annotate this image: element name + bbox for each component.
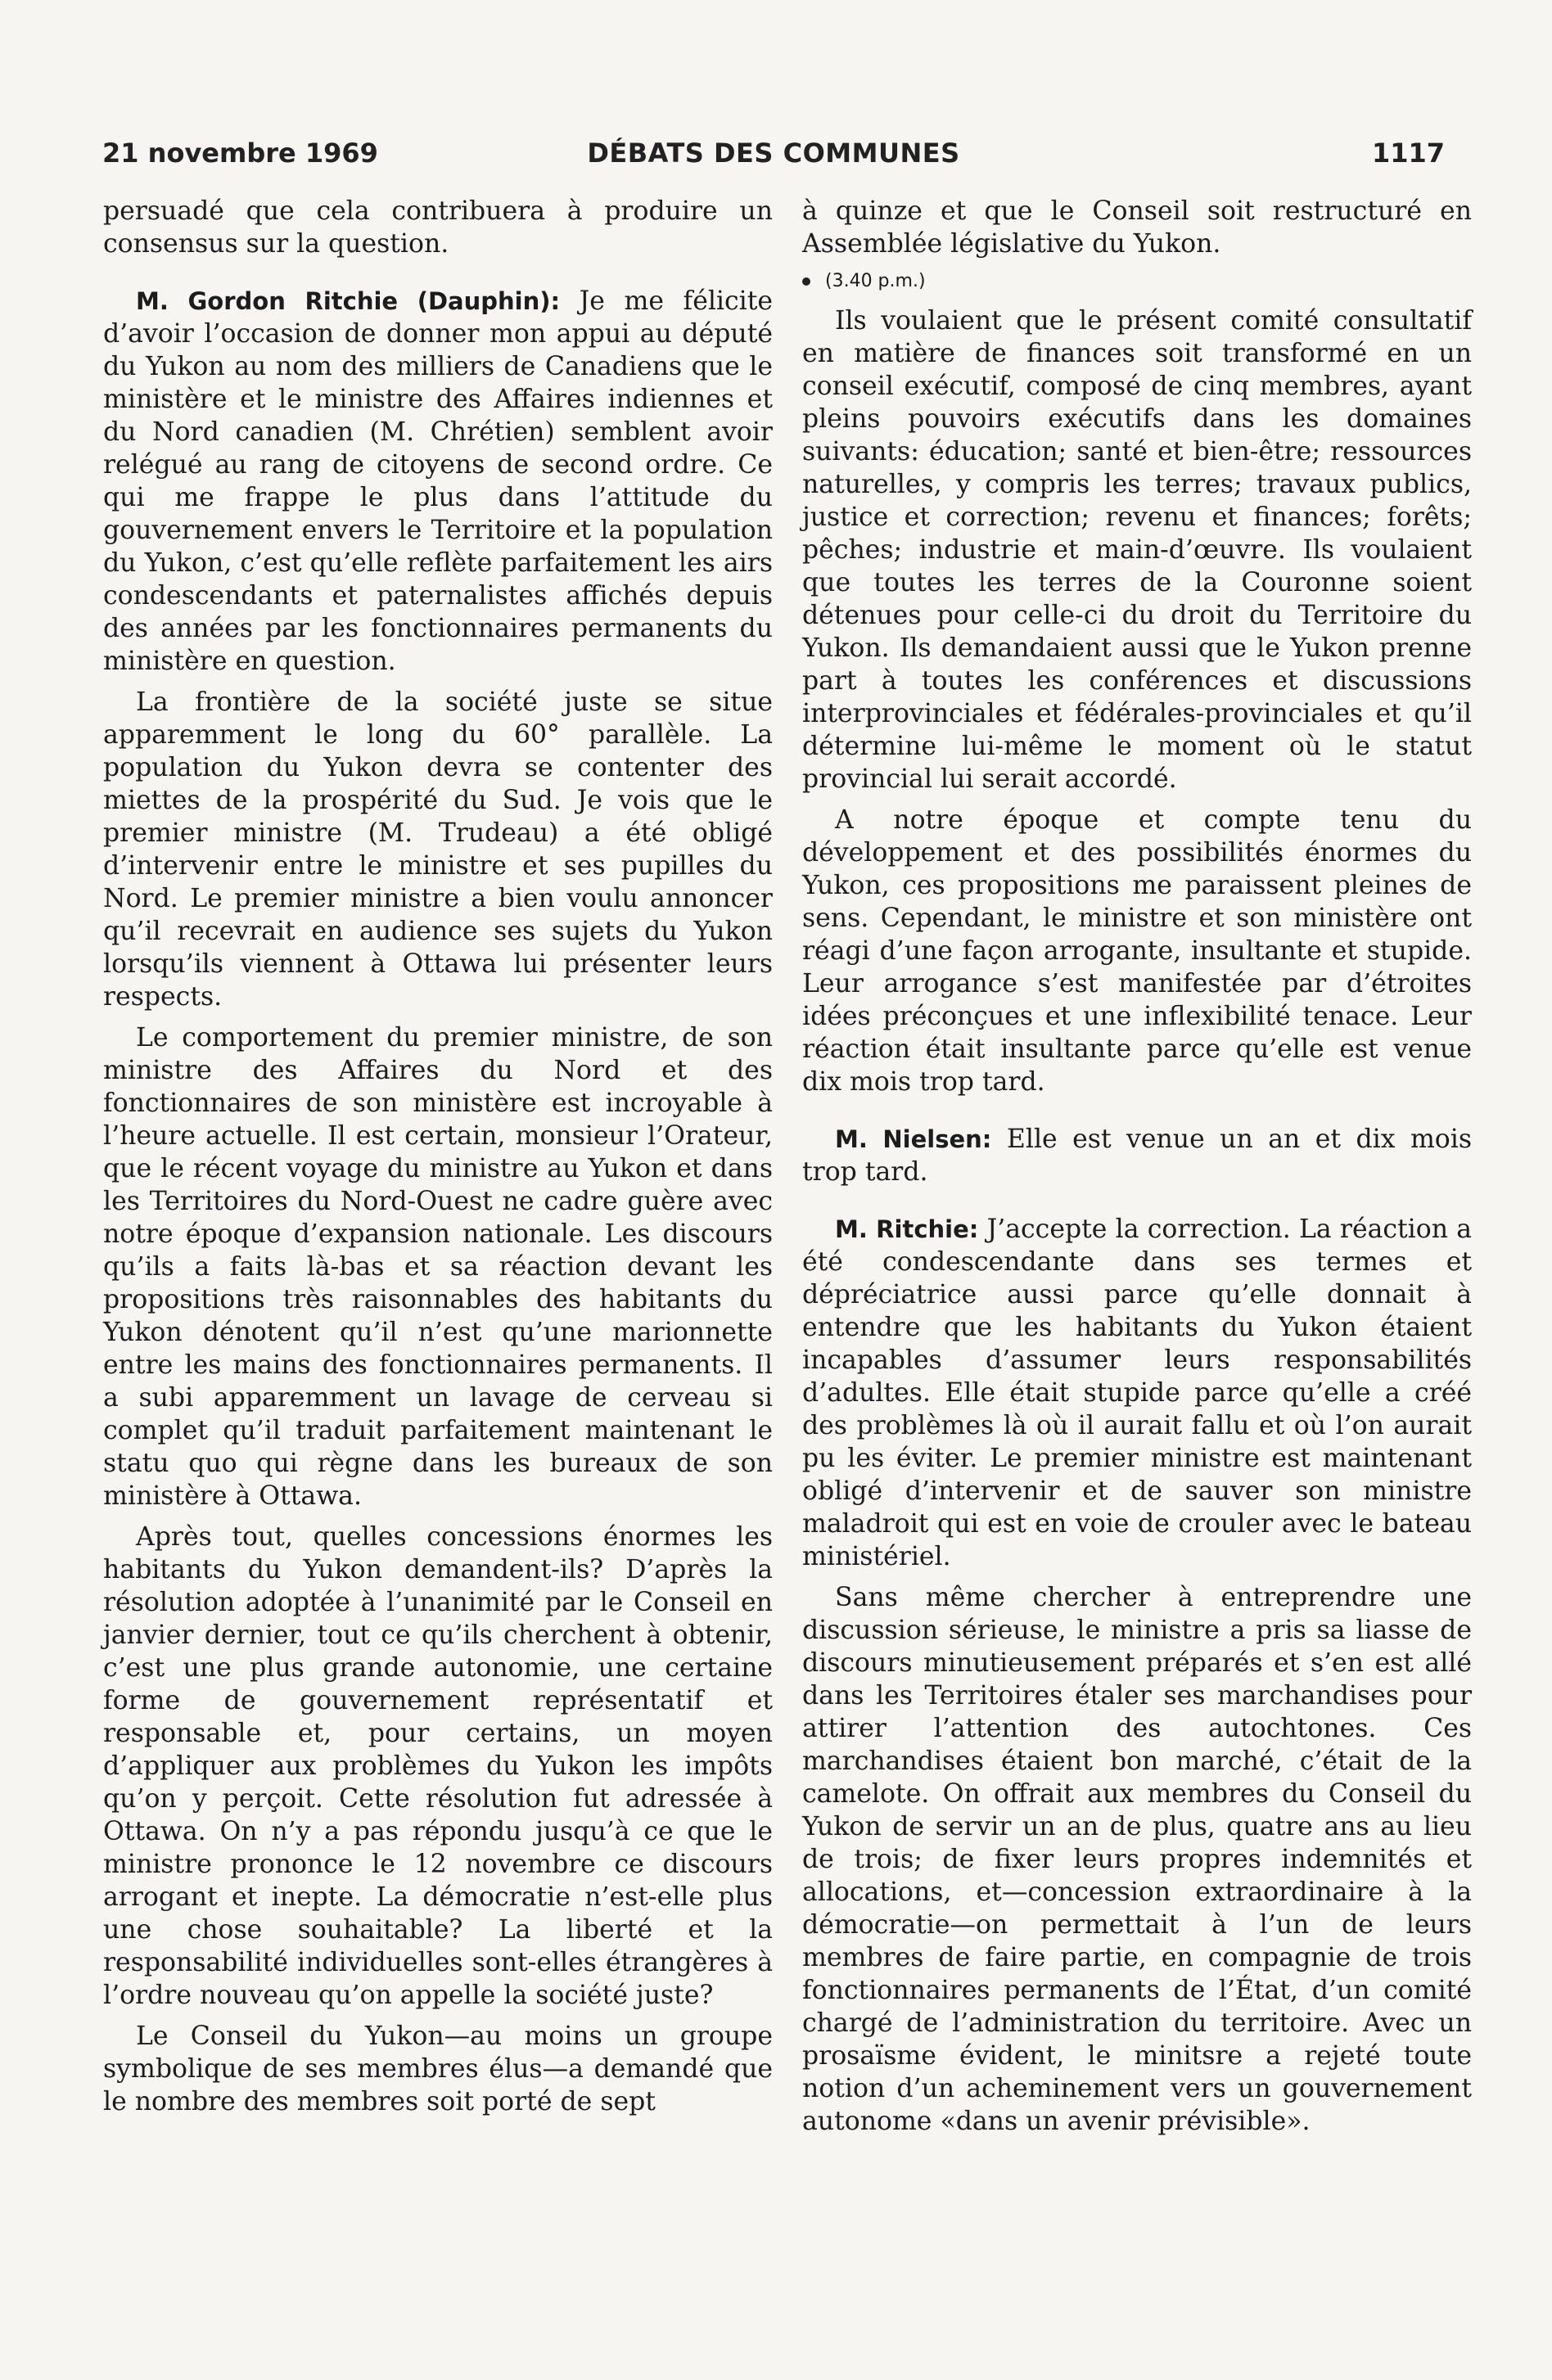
page-number: 1117 <box>1371 137 1445 169</box>
paragraph: Le Conseil du Yukon—au moins un groupe symbolique de ses membres élus—a demandé que le nombre des membres soit porté de sept <box>103 2022 773 2116</box>
timestamp <box>802 265 1472 298</box>
paragraph: persuadé que cela contribuera à produire un consensus sur la question. <box>103 196 773 259</box>
header-date: 21 novembre 1969 <box>102 137 378 169</box>
paragraph: La frontière de la société juste se situe apparemment le long du 60° parallèle. La population du Yukon devra se contenter des miettes de la prospérité du Sud. Je vois que le premier ministre (M. Trudeau) a été obligé d’intervenir entre le ministre et ses pupilles du Nord. Le premier ministre a bien voulu annoncer qu’il recevrait en audience ses sujets du Yukon lorsqu’ils viennent à Ottawa lui présenter leurs respects. <box>103 687 773 1012</box>
speech-text: Je me félicite d’avoir l’occasion de donner mon appui au député du Yukon au nom des milliers de Canadiens que le ministère et le ministre des Affaires indiennes et du Nord canadien (M. Chrétien) semblent avoir relégué au rang de citoyens de second ordre. Ce qui me frappe le plus dans l’attitude du gouvernement envers le Territoire et la population du Yukon, c’est qu’elle reflète parfaitement les airs condescendants et paternalistes affichés depuis des années par les fonctionnaires permanents du ministère en question. <box>103 286 774 676</box>
speech-paragraph <box>802 1123 1472 1188</box>
speech-paragraph <box>103 285 773 678</box>
paragraph: Ils voulaient que le présent comité consultatif en matière de finances soit transformé en un conseil exécutif, composé de cinq membres, ayant pleins pouvoirs exécutifs dans les domaines suivants: éducation; santé et bien-être; ressources naturelles, y compris les terres; travaux publics, justice et correction; revenu et finances; forêts; pêches; industrie et main-d’œuvre. Ils voulaient que toutes les terres de la Couronne soient détenues pour celle-ci du droit du Territoire du Yukon. Ils demandaient aussi que le Yukon prenne part à toutes les conférences et discussions interprovinciales et fédérales-provinciales et qu’il détermine lui-même le moment où le statut provincial lui serait accordé. <box>802 306 1472 794</box>
paragraph: A notre époque et compte tenu du développement et des possibilités énormes du Yukon, ces propositions me paraissent pleines de sens. Cependant, le ministre et son ministère ont réagi d’une façon arrogante, insultante et stupide. Leur arrogance s’est manifestée par d’étroites idées préconçues et une inflexibilité tenace. Leur réaction était insultante parce qu’elle est venue dix mois trop tard. <box>802 805 1472 1097</box>
speech-text: Elle est venue un an et dix mois trop tard. <box>802 1125 1473 1187</box>
paragraph: à quinze et que le Conseil soit restructuré en Assemblée législative du Yukon. <box>802 196 1472 259</box>
right-column <box>802 195 1472 2138</box>
paragraph: Après tout, quelles concessions énormes les habitants du Yukon demandent-ils? D’après la résolution adoptée à l’unanimité par le Conseil en janvier dernier, tout ce qu’ils cherchent à obtenir, c’est une plus grande autonomie, une certaine forme de gouvernement représentatif et responsable et, pour certains, un moyen d’appliquer aux problèmes du Yukon les impôts qu’on y perçoit. Cette résolution fut adressée à Ottawa. On n’y a pas répondu jusqu’à ce que le ministre prononce le 12 novembre ce discours arrogant et inepte. La démocratie n’est-elle plus une chose souhaitable? La liberté et la responsabilité individuelles sont-elles étrangères à l’ordre nouveau qu’on appelle la société juste? <box>103 1522 773 2010</box>
page-header <box>102 137 1445 177</box>
paragraph: Sans même chercher à entreprendre une discussion sérieuse, le ministre a pris sa liasse de discours minutieusement préparés et s’en est allé dans les Territoires étaler ses marchandises pour attirer l’attention des autochtones. Ces marchandises étaient bon marché, c’était de la camelote. On offrait aux membres du Conseil du Yukon de servir un an de plus, quatre ans au lieu de trois; de fixer leurs propres indemnités et allocations, et—concession extraordinaire à la démocratie—on permettait à l’un de leurs membres de faire partie, en compagnie de trois fonctionnaires permanents de l’État, d’un comité chargé de l’administration du territoire. Avec un prosaïsme évident, le minitsre a rejeté toute notion d’un acheminement vers un gouvernement autonome «dans un avenir prévisible». <box>802 1583 1472 2136</box>
speech-paragraph <box>802 1213 1472 1573</box>
paragraph: Le comportement du premier ministre, de son ministre des Affaires du Nord et des fonctionnaires de son ministère est incroyable à l’heure actuelle. Il est certain, monsieur l’Orateur, que le récent voyage du ministre au Yukon et dans les Territoires du Nord-Ouest ne cadre guère avec notre époque d’expansion nationale. Les discours qu’ils a faits là-bas et sa réaction devant les propositions très raisonnables des habitants du Yukon dénotent qu’il n’est qu’une marionnette entre les mains des fonctionnaires permanents. Il a subi apparemment un lavage de cerveau si complet qu’il traduit parfaitement maintenant le statu quo qui règne dans les bureaux de son ministère à Ottawa. <box>103 1023 773 1511</box>
speaker-name: M. Nielsen: <box>835 1125 992 1153</box>
speech-text: J’accepte la correction. La réaction a été condescendante dans ses termes et dépréciatrice aussi parce qu’elle donnait à entendre que les habitants du Yukon étaient incapables d’assumer leurs responsabilités d’adultes. Elle était stupide parce qu’elle a créé des problèmes là où il aurait fallu et où l’on aurait pu les éviter. Le premier ministre est maintenant obligé d’intervenir et de sauver son ministre maladroit qui est en voie de crouler avec le bateau ministériel. <box>802 1215 1472 1571</box>
timestamp-text: (3.40 p.m.) <box>825 271 926 291</box>
speaker-name: M. Ritchie: <box>835 1215 979 1243</box>
speaker-name: M. Gordon Ritchie (Dauphin): <box>136 287 561 315</box>
header-title: DÉBATS DES COMMUNES <box>587 137 960 169</box>
left-column <box>103 195 773 2118</box>
bullet-icon <box>802 277 810 286</box>
